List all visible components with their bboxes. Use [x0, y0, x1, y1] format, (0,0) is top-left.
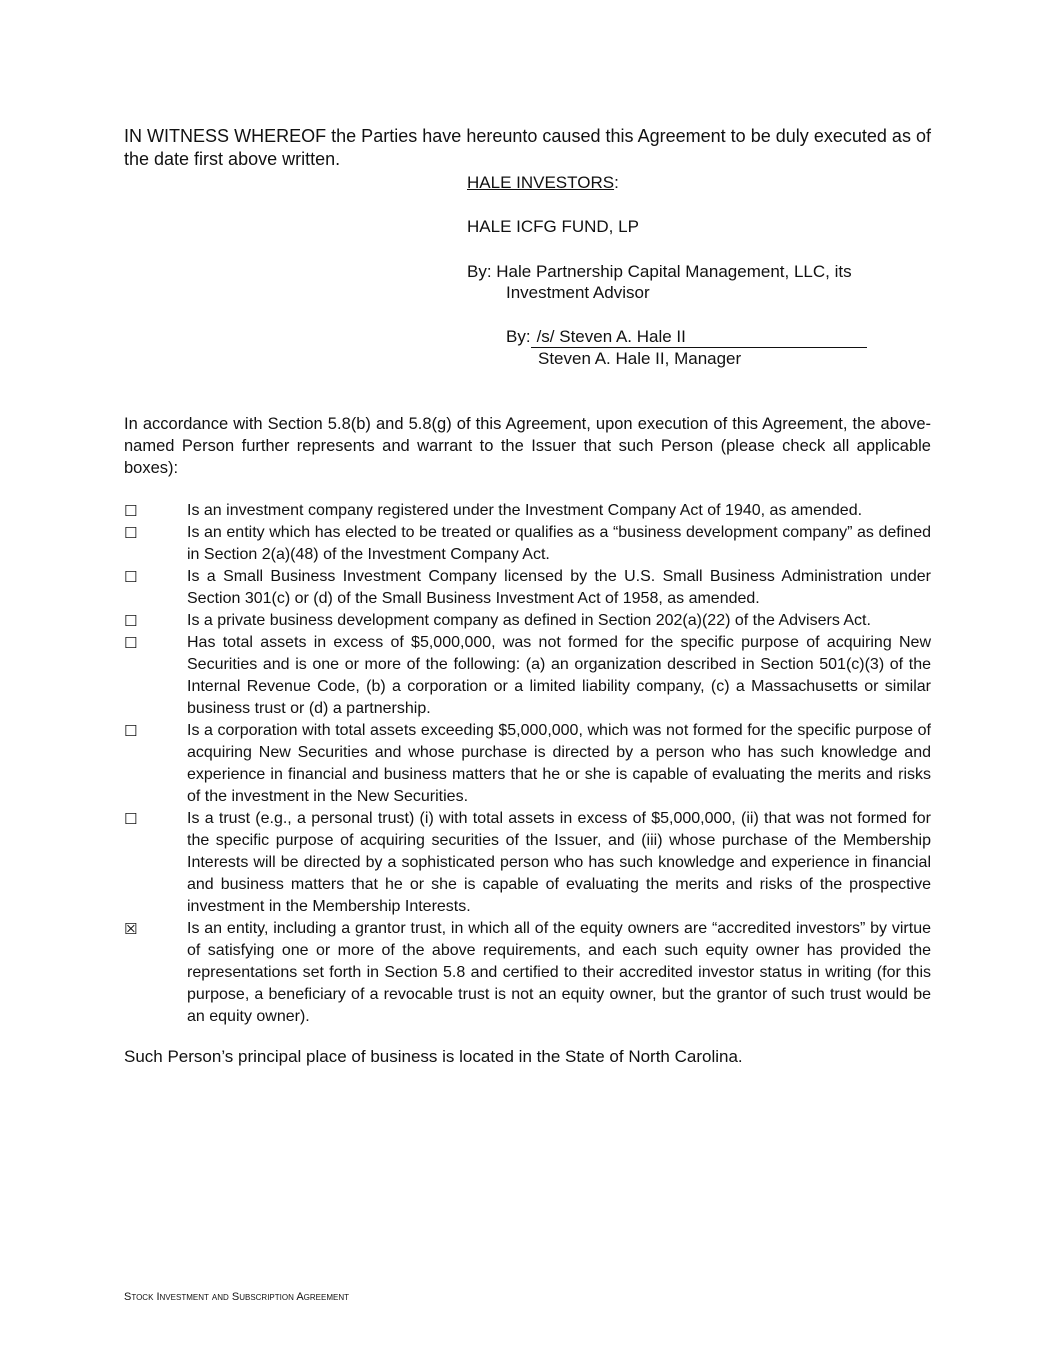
checkbox-icon[interactable]: ☐: [124, 722, 138, 740]
checklist-item: [124, 720, 931, 808]
checklist-item-text: Is an entity which has elected to be treated or qualifies as a “business development company” as defined in Section 2(a)(48) of the Investment Company Act.: [187, 524, 931, 563]
advisor-line-2: Investment Advisor: [506, 283, 650, 302]
fund-name: HALE ICFG FUND, LP: [467, 217, 639, 236]
checklist-item-text: Is a trust (e.g., a personal trust) (i) with total assets in excess of $5,000,000, (ii) that was not formed for the specific purpose of acquiring securities of the Issuer, and (iii) whose purchase of the Membership Interests will be directed by a sophisticated person who has such knowledge and experience in financial and business matters that he or she is capable of evaluating the merits and risks of the prospective investment in the Membership Interests.: [187, 810, 931, 915]
signature-advisor-block: [467, 261, 937, 303]
signature-heading-colon: :: [614, 173, 619, 192]
checklist-item: [124, 522, 931, 566]
checklist-item-text: Is an investment company registered under the Investment Company Act of 1940, as amended.: [187, 502, 863, 519]
checked-box-icon[interactable]: ☒: [124, 920, 138, 938]
accordance-paragraph: In accordance with Section 5.8(b) and 5.8(g) of this Agreement, upon execution of this Agreement, the above-named Person further represents and warrant to the Issuer that such Person (please check all applicable boxes):: [124, 415, 931, 477]
signature-manager-block: [506, 326, 926, 369]
checklist-item-text: Is a Small Business Investment Company licensed by the U.S. Small Business Administration under Section 301(c) or (d) of the Small Business Investment Act of 1958, as amended.: [187, 568, 931, 607]
principal-place-paragraph: Such Person’s principal place of business is located in the State of North Carolina.: [124, 1047, 743, 1066]
witness-paragraph: IN WITNESS WHEREOF the Parties have hereunto caused this Agreement to be duly executed as of the date first above written.: [124, 126, 931, 169]
checklist-item: [124, 918, 931, 1028]
checklist-item: [124, 632, 931, 720]
page-footer: Stock Investment and Subscription Agreement: [124, 1291, 349, 1303]
signer-name: Steven A. Hale II, Manager: [538, 349, 742, 368]
checklist-item-text: Is a corporation with total assets exceeding $5,000,000, which was not formed for the specific purpose of acquiring New Securities and whose purchase is directed by a person who has such knowledge and experience in financial and business matters that he or she is capable of evaluating the merits and risks of the investment in the New Securities.: [187, 722, 931, 805]
checkbox-icon[interactable]: ☐: [124, 568, 138, 586]
checklist-item-text: Is a private business development company as defined in Section 202(a)(22) of the Advisers Act.: [187, 612, 871, 629]
checkbox-icon[interactable]: ☐: [124, 634, 138, 652]
advisor-line-1: By: Hale Partnership Capital Management, LLC, its: [467, 262, 852, 281]
checklist-item: [124, 808, 931, 918]
checkbox-icon[interactable]: ☐: [124, 612, 138, 630]
signature-heading-label: HALE INVESTORS: [467, 173, 615, 192]
checklist-item: [124, 610, 931, 632]
checklist-item-text: Has total assets in excess of $5,000,000, was not formed for the specific purpose of acquiring New Securities and is one or more of the following: (a) an organization described in Section 501(c)(3) of the Internal Revenue Code, (b) a corporation or a limited liability company, (c) a Massachusetts or similar business trust or (d) a partnership.: [187, 634, 931, 717]
signature-line: /s/ Steven A. Hale II: [531, 326, 867, 348]
checklist-item: [124, 500, 931, 522]
checklist-item-text: Is an entity, including a grantor trust, in which all of the equity owners are “accredited investors” by virtue of satisfying one or more of the above requirements, and each such equity owner has provided the representations set forth in Section 5.8 and certified to their accredited investor status in writing (for this purpose, a beneficiary of a revocable trust is not an equity owner, but the grantor of such trust would be an equity owner).: [187, 920, 931, 1025]
checkbox-icon[interactable]: ☐: [124, 502, 138, 520]
checkbox-icon[interactable]: ☐: [124, 810, 138, 828]
investor-checklist: [124, 500, 931, 1028]
signature-heading: [467, 172, 937, 193]
checklist-item: [124, 566, 931, 610]
signature-by-label: By:: [506, 327, 531, 346]
checkbox-icon[interactable]: ☐: [124, 524, 138, 542]
